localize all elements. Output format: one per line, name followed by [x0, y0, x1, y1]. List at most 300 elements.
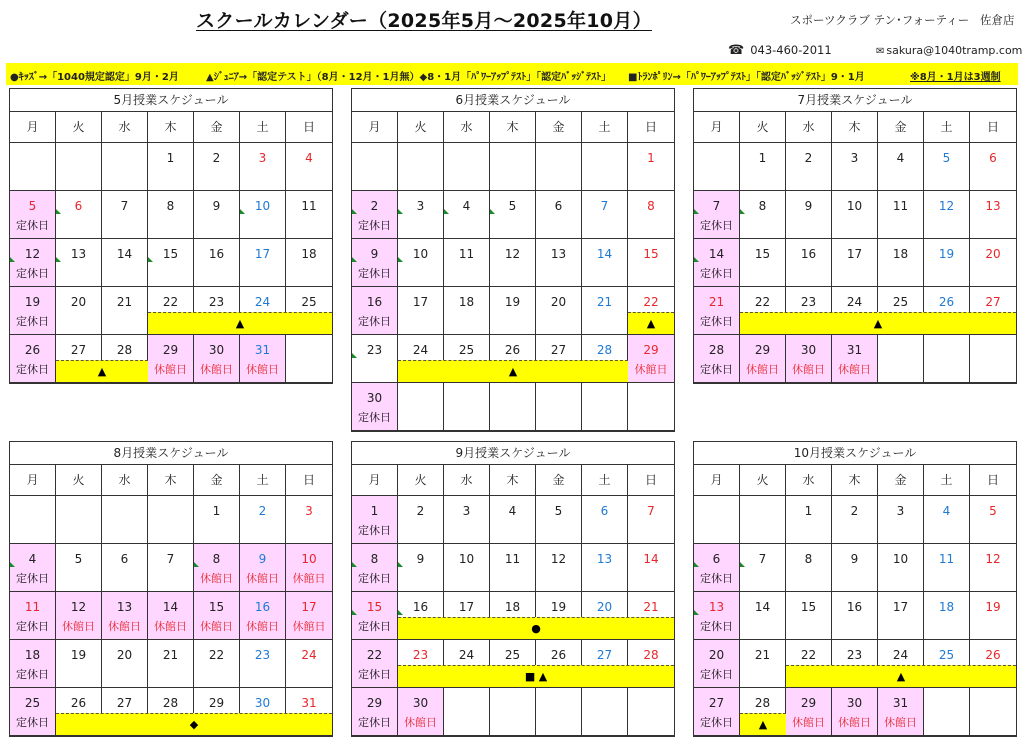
- day-cell: [10, 335, 56, 383]
- day-number: 19: [70, 648, 87, 662]
- day-number: 24: [846, 295, 863, 309]
- day-number: 24: [412, 343, 429, 357]
- day-cell: [490, 287, 536, 335]
- day-cell: [740, 592, 786, 640]
- day-cell: [694, 335, 740, 383]
- day-number: 18: [301, 247, 317, 261]
- day-cell: [786, 335, 832, 383]
- day-number: 6: [554, 199, 563, 213]
- day-number: 11: [892, 199, 909, 213]
- day-cell: [786, 592, 832, 640]
- day-cell: [148, 496, 194, 544]
- day-cell: [10, 239, 56, 287]
- day-number: 6: [120, 552, 129, 566]
- regular-closed-label: 定休日: [700, 363, 733, 376]
- weekday-label: 木: [490, 112, 536, 142]
- day-number: 9: [416, 552, 425, 566]
- day-number: 13: [708, 600, 725, 614]
- day-number: 7: [712, 199, 721, 213]
- event-band: ▲: [740, 713, 786, 735]
- day-number: 17: [412, 295, 429, 309]
- day-cell: [878, 191, 924, 239]
- day-number: 1: [647, 151, 655, 165]
- day-cell: [444, 191, 490, 239]
- day-number: 22: [162, 295, 179, 309]
- day-number: 11: [938, 552, 955, 566]
- day-number: 27: [70, 343, 87, 357]
- day-cell: [786, 143, 832, 191]
- day-cell: [240, 592, 286, 640]
- day-cell: [398, 496, 444, 544]
- green-corner-marker: [694, 562, 699, 567]
- day-number: 9: [804, 199, 813, 213]
- day-number: 27: [550, 343, 567, 357]
- facility-closed-label: 休館日: [838, 363, 871, 376]
- weekday-header: [694, 465, 1016, 496]
- day-number: 31: [846, 343, 863, 357]
- day-cell: [970, 143, 1016, 191]
- day-number: 15: [800, 600, 817, 614]
- day-cell: [924, 688, 970, 736]
- day-cell: [490, 239, 536, 287]
- day-cell: [832, 592, 878, 640]
- day-number: 6: [712, 552, 721, 566]
- day-number: 4: [508, 504, 517, 518]
- day-grid: [352, 143, 674, 431]
- weekday-label: 水: [102, 465, 148, 495]
- day-number: 24: [458, 648, 475, 662]
- day-number: 13: [985, 199, 1001, 213]
- day-cell: [582, 239, 628, 287]
- day-cell: [628, 496, 674, 544]
- day-cell: [628, 143, 674, 191]
- day-number: 12: [70, 600, 87, 614]
- weekday-label: 土: [582, 112, 628, 142]
- facility-closed-label: 休館日: [838, 716, 871, 729]
- day-number: 8: [647, 199, 655, 213]
- day-number: 27: [596, 648, 613, 662]
- day-number: 22: [800, 648, 817, 662]
- day-cell: [924, 544, 970, 592]
- day-cell: [240, 544, 286, 592]
- day-cell: [582, 191, 628, 239]
- green-corner-marker: [740, 209, 745, 214]
- day-number: 19: [24, 295, 41, 309]
- day-number: 13: [596, 552, 613, 566]
- day-cell: [490, 143, 536, 191]
- regular-closed-label: 定休日: [16, 716, 49, 729]
- day-cell: [10, 287, 56, 335]
- day-number: 17: [301, 600, 317, 614]
- day-number: 30: [412, 696, 429, 710]
- day-cell: [148, 544, 194, 592]
- facility-closed-label: 休館日: [154, 620, 187, 633]
- day-cell: [628, 191, 674, 239]
- day-cell: [10, 496, 56, 544]
- day-number: 11: [24, 600, 41, 614]
- month-title: 6月授業スケジュール: [352, 89, 674, 112]
- day-cell: [740, 544, 786, 592]
- day-number: 1: [212, 504, 221, 518]
- day-cell: [832, 191, 878, 239]
- regular-closed-label: 定休日: [16, 267, 49, 280]
- day-cell: [694, 592, 740, 640]
- day-cell: [970, 544, 1016, 592]
- day-number: 29: [208, 696, 225, 710]
- day-number: 30: [208, 343, 225, 357]
- day-number: 23: [412, 648, 429, 662]
- month-title: 5月授業スケジュール: [10, 89, 332, 112]
- day-cell: [536, 239, 582, 287]
- day-cell: [924, 592, 970, 640]
- weekday-label: 火: [56, 465, 102, 495]
- day-cell: [582, 688, 628, 736]
- day-number: 7: [166, 552, 175, 566]
- green-corner-marker: [694, 610, 699, 615]
- day-cell: [832, 544, 878, 592]
- day-cell: [694, 496, 740, 544]
- day-number: 3: [305, 504, 313, 518]
- day-cell: [148, 335, 194, 383]
- green-corner-marker: [56, 257, 61, 262]
- day-cell: [490, 191, 536, 239]
- day-cell: [444, 688, 490, 736]
- day-cell: [352, 143, 398, 191]
- event-band: ▲: [56, 360, 148, 382]
- day-number: 4: [28, 552, 37, 566]
- weekday-label: 金: [194, 465, 240, 495]
- event-band: ▲: [628, 312, 674, 334]
- day-cell: [194, 239, 240, 287]
- day-number: 26: [24, 343, 41, 357]
- day-number: 29: [366, 696, 383, 710]
- green-corner-marker: [240, 209, 245, 214]
- day-number: 15: [208, 600, 225, 614]
- day-cell: [10, 688, 56, 736]
- regular-closed-label: 定休日: [358, 716, 391, 729]
- day-number: 14: [116, 247, 133, 261]
- day-number: 29: [643, 343, 659, 357]
- day-number: 6: [600, 504, 609, 518]
- green-corner-marker: [352, 257, 357, 262]
- day-cell: [444, 383, 490, 431]
- day-cell: [740, 143, 786, 191]
- day-cell: [490, 383, 536, 431]
- weekday-label: 火: [56, 112, 102, 142]
- day-number: 5: [74, 552, 83, 566]
- day-number: 24: [892, 648, 909, 662]
- green-corner-marker: [56, 209, 61, 214]
- day-grid: [352, 496, 674, 736]
- day-number: 21: [596, 295, 613, 309]
- day-cell: [694, 191, 740, 239]
- day-number: 23: [800, 295, 817, 309]
- day-number: 14: [162, 600, 179, 614]
- regular-closed-label: 定休日: [358, 572, 391, 585]
- facility-closed-label: 休館日: [792, 363, 825, 376]
- day-grid: [694, 143, 1016, 383]
- day-cell: [832, 335, 878, 383]
- branch-name: 佐倉店: [980, 13, 1015, 27]
- day-number: 3: [258, 151, 267, 165]
- day-number: 10: [458, 552, 475, 566]
- day-number: 24: [301, 648, 317, 662]
- month-title: 8月授業スケジュール: [10, 442, 332, 465]
- page-title: スクールカレンダー（2025年5月～2025年10月）: [196, 10, 652, 32]
- day-number: 22: [366, 648, 383, 662]
- day-number: 22: [208, 648, 225, 662]
- email-contact[interactable]: [876, 44, 1022, 57]
- weekday-label: 金: [536, 465, 582, 495]
- weekday-label: 金: [536, 112, 582, 142]
- facility-closed-label: 休館日: [792, 716, 825, 729]
- day-number: 11: [504, 552, 521, 566]
- day-number: 5: [942, 151, 951, 165]
- day-number: 28: [708, 343, 725, 357]
- green-corner-marker: [398, 562, 403, 567]
- weekday-label: 土: [924, 112, 970, 142]
- day-cell: [352, 383, 398, 431]
- day-cell: [56, 191, 102, 239]
- day-number: 2: [804, 151, 813, 165]
- day-cell: [352, 496, 398, 544]
- day-number: 18: [24, 648, 41, 662]
- regular-closed-label: 定休日: [358, 668, 391, 681]
- facility-closed-label: 休館日: [200, 572, 233, 585]
- event-band: ▲: [740, 312, 1016, 334]
- day-cell: [444, 239, 490, 287]
- day-number: 28: [116, 343, 133, 357]
- day-number: 18: [892, 247, 909, 261]
- weekday-label: 日: [986, 473, 999, 487]
- green-corner-marker: [694, 209, 699, 214]
- day-number: 12: [504, 247, 521, 261]
- weekday-label: 月: [694, 112, 740, 142]
- day-cell: [490, 496, 536, 544]
- facility-closed-label: 休館日: [884, 716, 917, 729]
- day-number: 6: [989, 151, 997, 165]
- regular-closed-label: 定休日: [16, 315, 49, 328]
- email-address[interactable]: sakura@1040tramp.com: [886, 44, 1023, 57]
- day-cell: [740, 335, 786, 383]
- day-number: 28: [162, 696, 179, 710]
- day-cell: [56, 544, 102, 592]
- day-number: 29: [754, 343, 771, 357]
- day-number: 29: [162, 343, 179, 357]
- day-number: 8: [804, 552, 813, 566]
- day-cell: [194, 496, 240, 544]
- day-cell: [786, 496, 832, 544]
- day-number: 18: [458, 295, 475, 309]
- event-band: ◆: [56, 713, 332, 735]
- day-number: 15: [754, 247, 771, 261]
- day-cell: [924, 335, 970, 383]
- day-number: 17: [846, 247, 863, 261]
- day-number: 27: [116, 696, 133, 710]
- weekday-label: 金: [878, 112, 924, 142]
- day-cell: [970, 191, 1016, 239]
- day-number: 21: [162, 648, 179, 662]
- day-number: 13: [70, 247, 87, 261]
- weekday-header: [10, 465, 332, 496]
- month-calendar: [9, 88, 333, 384]
- day-number: 15: [366, 600, 383, 614]
- day-number: 30: [254, 696, 271, 710]
- day-cell: [56, 640, 102, 688]
- day-cell: [148, 239, 194, 287]
- day-number: 27: [708, 696, 725, 710]
- day-number: 10: [301, 552, 317, 566]
- month-title: 7月授業スケジュール: [694, 89, 1016, 112]
- day-number: 29: [800, 696, 817, 710]
- weekday-label: 月: [10, 112, 56, 142]
- day-cell: [878, 544, 924, 592]
- regular-closed-label: 定休日: [700, 315, 733, 328]
- day-cell: [878, 496, 924, 544]
- regular-closed-label: 定休日: [16, 219, 49, 232]
- day-cell: [536, 544, 582, 592]
- day-number: 3: [462, 504, 471, 518]
- day-number: 25: [504, 648, 521, 662]
- day-cell: [740, 191, 786, 239]
- day-cell: [582, 544, 628, 592]
- event-band: ■ ▲: [398, 665, 674, 687]
- day-cell: [628, 383, 674, 431]
- green-corner-marker: [444, 209, 449, 214]
- day-number: 24: [254, 295, 271, 309]
- day-number: 17: [254, 247, 271, 261]
- day-number: 27: [985, 295, 1001, 309]
- weekday-label: 木: [148, 465, 194, 495]
- day-number: 1: [804, 504, 813, 518]
- day-number: 20: [70, 295, 87, 309]
- day-cell: [740, 239, 786, 287]
- day-number: 16: [412, 600, 429, 614]
- day-cell: [786, 191, 832, 239]
- facility-closed-label: 休館日: [404, 716, 437, 729]
- facility-closed-label: 休館日: [292, 572, 326, 585]
- day-cell: [398, 239, 444, 287]
- day-number: 23: [208, 295, 225, 309]
- weekday-label: 火: [740, 112, 786, 142]
- day-number: 9: [850, 552, 859, 566]
- phone-number: 043-460-2011: [750, 43, 832, 57]
- weekday-label: 木: [490, 465, 536, 495]
- day-number: 8: [166, 199, 175, 213]
- weekday-label: 水: [444, 465, 490, 495]
- day-cell: [352, 335, 398, 383]
- day-cell: [444, 496, 490, 544]
- day-cell: [102, 496, 148, 544]
- month-calendar: [693, 88, 1017, 384]
- day-number: 26: [550, 648, 567, 662]
- facility-closed-label: 休館日: [292, 620, 326, 633]
- day-cell: [240, 191, 286, 239]
- day-number: 5: [28, 199, 37, 213]
- day-cell: [286, 239, 332, 287]
- day-number: 17: [892, 600, 909, 614]
- day-number: 4: [462, 199, 471, 213]
- day-number: 7: [120, 199, 129, 213]
- weekday-label: 水: [444, 112, 490, 142]
- day-cell: [786, 239, 832, 287]
- day-cell: [10, 640, 56, 688]
- day-cell: [10, 592, 56, 640]
- day-number: 6: [74, 199, 83, 213]
- regular-closed-label: 定休日: [358, 219, 391, 232]
- day-cell: [970, 592, 1016, 640]
- day-cell: [924, 143, 970, 191]
- day-number: 23: [846, 648, 863, 662]
- day-grid: [10, 496, 332, 736]
- day-number: 4: [896, 151, 905, 165]
- day-number: 25: [938, 648, 955, 662]
- month-title: 9月授業スケジュール: [352, 442, 674, 465]
- weekday-label: 土: [240, 112, 286, 142]
- event-band: ▲: [398, 360, 628, 382]
- day-number: 3: [896, 504, 905, 518]
- green-corner-marker: [694, 257, 699, 262]
- green-corner-marker: [352, 209, 357, 214]
- weekday-label: 日: [986, 120, 999, 134]
- regular-closed-label: 定休日: [16, 363, 49, 376]
- day-number: 28: [754, 696, 771, 710]
- green-corner-marker: [10, 562, 15, 567]
- day-number: 22: [643, 295, 659, 309]
- day-number: 4: [942, 504, 951, 518]
- day-number: 30: [800, 343, 817, 357]
- green-corner-marker: [148, 257, 153, 262]
- day-number: 20: [596, 600, 613, 614]
- day-cell: [694, 544, 740, 592]
- weekday-label: 日: [302, 473, 315, 487]
- day-cell: [286, 143, 332, 191]
- day-cell: [56, 592, 102, 640]
- day-number: 8: [212, 552, 221, 566]
- day-number: 10: [892, 552, 909, 566]
- day-cell: [582, 143, 628, 191]
- day-number: 9: [258, 552, 267, 566]
- day-cell: [694, 640, 740, 688]
- day-cell: [536, 688, 582, 736]
- day-cell: [970, 239, 1016, 287]
- month-calendar: [351, 441, 675, 737]
- legend-junior: ▲ｼﾞｭﾆｱ→「認定テスト」（8月・12月・1月無）◆8・1月「ﾊﾟﾜｰｱｯﾌﾟﾃｽﾄ」「認定ﾊﾞｯｼﾞﾃｽﾄ」: [206, 72, 612, 83]
- day-cell: [286, 191, 332, 239]
- day-cell: [970, 496, 1016, 544]
- day-cell: [148, 191, 194, 239]
- day-number: 15: [643, 247, 659, 261]
- facility-closed-label: 休館日: [62, 620, 95, 633]
- day-number: 17: [458, 600, 475, 614]
- event-band: ▲: [148, 312, 332, 334]
- weekday-label: 日: [644, 473, 657, 487]
- day-cell: [240, 335, 286, 383]
- weekday-label: 火: [398, 465, 444, 495]
- day-cell: [56, 496, 102, 544]
- legend-note: ※8月・1月は3週制: [910, 72, 1001, 83]
- day-number: 1: [758, 151, 767, 165]
- facility-closed-label: 休館日: [246, 620, 279, 633]
- weekday-label: 土: [240, 465, 286, 495]
- day-number: 8: [758, 199, 767, 213]
- day-cell: [194, 592, 240, 640]
- day-number: 21: [708, 295, 725, 309]
- day-number: 2: [212, 151, 221, 165]
- day-number: 7: [600, 199, 609, 213]
- day-grid: [10, 143, 332, 383]
- day-cell: [148, 592, 194, 640]
